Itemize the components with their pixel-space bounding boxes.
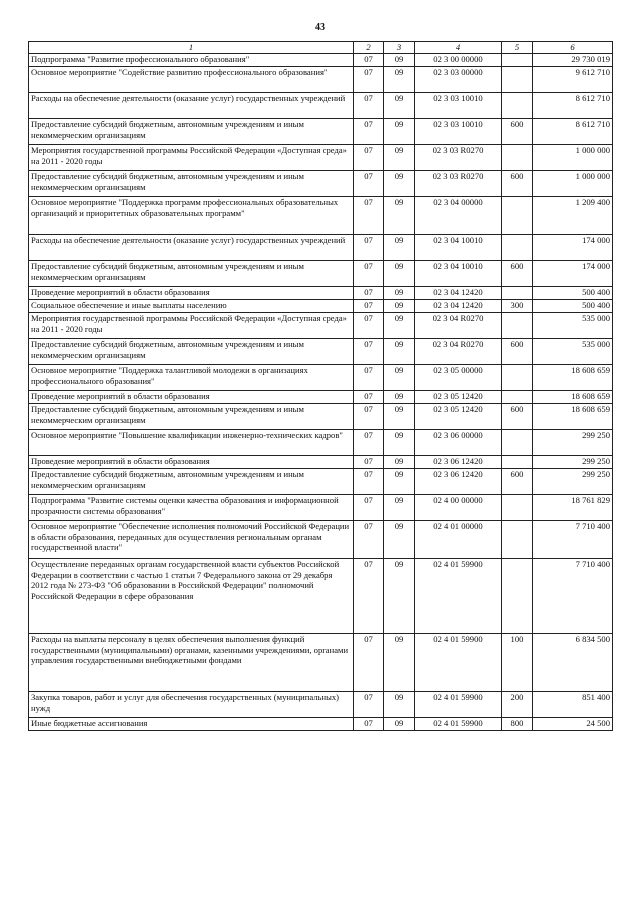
row-target-code: 02 3 04 10010 [415, 235, 502, 261]
row-expense-type [502, 313, 533, 339]
row-section: 07 [354, 54, 384, 67]
row-target-code: 02 3 04 12420 [415, 300, 502, 313]
row-amount: 500 400 [533, 300, 613, 313]
row-subsection: 09 [384, 692, 415, 718]
row-expense-type [502, 521, 533, 559]
row-section: 07 [354, 287, 384, 300]
row-subsection: 09 [384, 469, 415, 495]
row-name: Проведение мероприятий в области образования [29, 391, 354, 404]
column-header: 1 [29, 42, 354, 54]
row-name: Проведение мероприятий в области образования [29, 287, 354, 300]
table-row [29, 456, 613, 469]
row-name: Осуществление переданных органам государственной власти субъектов Российской Федерации в соответствии с частью 1 статьи 7 Федерального закона от 29 декабря 2012 года № 273-ФЗ "Об образовании в Российской Федерации" полномочий Российской Федерации в сфере образования [29, 559, 354, 634]
row-expense-type: 600 [502, 469, 533, 495]
table-row [29, 365, 613, 391]
row-expense-type [502, 365, 533, 391]
row-amount: 7 710 400 [533, 521, 613, 559]
row-section: 07 [354, 119, 384, 145]
table-row [29, 300, 613, 313]
column-header: 6 [533, 42, 613, 54]
table-row [29, 634, 613, 692]
row-section: 07 [354, 93, 384, 119]
row-subsection: 09 [384, 54, 415, 67]
row-expense-type: 100 [502, 634, 533, 692]
table-row [29, 495, 613, 521]
row-name: Мероприятия государственной программы Российской Федерации «Доступная среда» на 2011 - 2020 годы [29, 145, 354, 171]
table-row [29, 235, 613, 261]
row-section: 07 [354, 300, 384, 313]
row-target-code: 02 4 01 59900 [415, 634, 502, 692]
row-target-code: 02 4 01 59900 [415, 692, 502, 718]
row-amount: 299 250 [533, 456, 613, 469]
row-amount: 6 834 500 [533, 634, 613, 692]
row-subsection: 09 [384, 339, 415, 365]
row-target-code: 02 3 04 12420 [415, 287, 502, 300]
row-amount: 500 400 [533, 287, 613, 300]
column-header: 4 [415, 42, 502, 54]
row-section: 07 [354, 391, 384, 404]
table-row [29, 559, 613, 634]
row-expense-type: 600 [502, 261, 533, 287]
row-subsection: 09 [384, 365, 415, 391]
row-subsection: 09 [384, 495, 415, 521]
row-expense-type: 200 [502, 692, 533, 718]
row-amount: 18 608 659 [533, 365, 613, 391]
row-target-code: 02 3 05 12420 [415, 391, 502, 404]
row-amount: 18 608 659 [533, 391, 613, 404]
column-header: 5 [502, 42, 533, 54]
row-name: Предоставление субсидий бюджетным, автономным учреждениям и иным некоммерческим организациям [29, 469, 354, 495]
row-subsection: 09 [384, 261, 415, 287]
row-amount: 24 500 [533, 718, 613, 731]
table-row [29, 197, 613, 235]
row-expense-type [502, 495, 533, 521]
row-section: 07 [354, 261, 384, 287]
row-subsection: 09 [384, 197, 415, 235]
row-section: 07 [354, 718, 384, 731]
row-target-code: 02 3 03 10010 [415, 93, 502, 119]
row-name: Предоставление субсидий бюджетным, автономным учреждениям и иным некоммерческим организациям [29, 404, 354, 430]
row-expense-type: 800 [502, 718, 533, 731]
row-subsection: 09 [384, 119, 415, 145]
row-name: Мероприятия государственной программы Российской Федерации «Доступная среда» на 2011 - 2020 годы [29, 313, 354, 339]
row-expense-type [502, 287, 533, 300]
row-section: 07 [354, 692, 384, 718]
row-subsection: 09 [384, 559, 415, 634]
table-row [29, 54, 613, 67]
row-target-code: 02 3 06 00000 [415, 430, 502, 456]
row-target-code: 02 4 00 00000 [415, 495, 502, 521]
table-row [29, 339, 613, 365]
row-amount: 1 209 400 [533, 197, 613, 235]
row-amount: 535 000 [533, 313, 613, 339]
row-name: Иные бюджетные ассигнования [29, 718, 354, 731]
row-name: Предоставление субсидий бюджетным, автономным учреждениям и иным некоммерческим организациям [29, 119, 354, 145]
table-row [29, 287, 613, 300]
row-name: Основное мероприятие "Содействие развитию профессионального образования" [29, 67, 354, 93]
row-subsection: 09 [384, 171, 415, 197]
row-amount: 535 000 [533, 339, 613, 365]
table-row [29, 261, 613, 287]
row-subsection: 09 [384, 235, 415, 261]
row-subsection: 09 [384, 145, 415, 171]
header-row [29, 42, 613, 54]
table-row [29, 521, 613, 559]
row-amount: 851 400 [533, 692, 613, 718]
row-target-code: 02 3 06 12420 [415, 469, 502, 495]
row-name: Подпрограмма "Развитие профессионального образования" [29, 54, 354, 67]
row-name: Проведение мероприятий в области образования [29, 456, 354, 469]
row-expense-type [502, 145, 533, 171]
row-name: Социальное обеспечение и иные выплаты населению [29, 300, 354, 313]
row-target-code: 02 3 04 10010 [415, 261, 502, 287]
row-expense-type: 600 [502, 404, 533, 430]
row-subsection: 09 [384, 456, 415, 469]
column-header: 2 [354, 42, 384, 54]
row-subsection: 09 [384, 404, 415, 430]
row-expense-type [502, 54, 533, 67]
row-section: 07 [354, 365, 384, 391]
table-row [29, 469, 613, 495]
row-amount: 8 612 710 [533, 119, 613, 145]
row-target-code: 02 3 03 R0270 [415, 145, 502, 171]
row-name: Закупка товаров, работ и услуг для обеспечения государственных (муниципальных) нужд [29, 692, 354, 718]
row-target-code: 02 3 04 R0270 [415, 339, 502, 365]
row-amount: 9 612 710 [533, 67, 613, 93]
row-name: Основное мероприятие "Повышение квалификации инженерно-технических кадров" [29, 430, 354, 456]
row-name: Основное мероприятие "Обеспечение исполнения полномочий Российской Федерации в области образования, переданных для осуществления региональным органам государственной власти" [29, 521, 354, 559]
row-subsection: 09 [384, 391, 415, 404]
row-section: 07 [354, 634, 384, 692]
row-name: Предоставление субсидий бюджетным, автономным учреждениям и иным некоммерческим организациям [29, 171, 354, 197]
row-amount: 18 761 829 [533, 495, 613, 521]
row-section: 07 [354, 456, 384, 469]
row-name: Расходы на обеспечение деятельности (оказание услуг) государственных учреждений [29, 235, 354, 261]
row-amount: 18 608 659 [533, 404, 613, 430]
row-subsection: 09 [384, 521, 415, 559]
row-expense-type: 600 [502, 339, 533, 365]
row-name: Расходы на обеспечение деятельности (оказание услуг) государственных учреждений [29, 93, 354, 119]
table-row [29, 404, 613, 430]
row-name: Подпрограмма "Развитие системы оценки качества образования и информационной прозрачности системы образования" [29, 495, 354, 521]
table-row [29, 67, 613, 93]
row-target-code: 02 3 03 R0270 [415, 171, 502, 197]
row-name: Предоставление субсидий бюджетным, автономным учреждениям и иным некоммерческим организациям [29, 261, 354, 287]
row-section: 07 [354, 495, 384, 521]
row-section: 07 [354, 171, 384, 197]
table-row [29, 430, 613, 456]
table-row [29, 145, 613, 171]
table-row [29, 313, 613, 339]
row-section: 07 [354, 559, 384, 634]
row-amount: 174 000 [533, 261, 613, 287]
row-section: 07 [354, 521, 384, 559]
row-name: Расходы на выплаты персоналу в целях обеспечения выполнения функций государственными (муниципальными) органами, казенными учреждениями, органами управления государственными внебюджетными фондами [29, 634, 354, 692]
row-section: 07 [354, 339, 384, 365]
row-subsection: 09 [384, 67, 415, 93]
page-number: 43 [315, 22, 325, 33]
row-expense-type [502, 235, 533, 261]
table-row [29, 119, 613, 145]
row-amount: 174 000 [533, 235, 613, 261]
table-row [29, 93, 613, 119]
row-name: Предоставление субсидий бюджетным, автономным учреждениям и иным некоммерческим организациям [29, 339, 354, 365]
row-name: Основное мероприятие "Поддержка талантливой молодежи в организациях профессионального образования" [29, 365, 354, 391]
row-section: 07 [354, 67, 384, 93]
row-expense-type [502, 93, 533, 119]
row-amount: 1 000 000 [533, 171, 613, 197]
table-row [29, 391, 613, 404]
row-section: 07 [354, 469, 384, 495]
row-target-code: 02 3 05 12420 [415, 404, 502, 430]
row-target-code: 02 4 01 59900 [415, 718, 502, 731]
row-target-code: 02 3 00 00000 [415, 54, 502, 67]
row-amount: 299 250 [533, 469, 613, 495]
row-subsection: 09 [384, 430, 415, 456]
row-amount: 8 612 710 [533, 93, 613, 119]
row-expense-type: 300 [502, 300, 533, 313]
row-subsection: 09 [384, 93, 415, 119]
row-section: 07 [354, 313, 384, 339]
row-target-code: 02 3 03 00000 [415, 67, 502, 93]
row-subsection: 09 [384, 718, 415, 731]
row-section: 07 [354, 430, 384, 456]
row-amount: 299 250 [533, 430, 613, 456]
table-row [29, 692, 613, 718]
row-expense-type [502, 197, 533, 235]
row-amount: 7 710 400 [533, 559, 613, 634]
row-subsection: 09 [384, 300, 415, 313]
table-row [29, 171, 613, 197]
table-row [29, 718, 613, 731]
row-expense-type [502, 456, 533, 469]
row-target-code: 02 3 03 10010 [415, 119, 502, 145]
row-target-code: 02 4 01 00000 [415, 521, 502, 559]
row-expense-type: 600 [502, 119, 533, 145]
row-subsection: 09 [384, 313, 415, 339]
row-subsection: 09 [384, 634, 415, 692]
row-subsection: 09 [384, 287, 415, 300]
row-expense-type [502, 67, 533, 93]
budget-table [28, 41, 613, 731]
row-target-code: 02 3 04 R0270 [415, 313, 502, 339]
row-target-code: 02 3 04 00000 [415, 197, 502, 235]
row-amount: 29 730 019 [533, 54, 613, 67]
row-expense-type: 600 [502, 171, 533, 197]
row-target-code: 02 3 05 00000 [415, 365, 502, 391]
row-section: 07 [354, 197, 384, 235]
row-target-code: 02 4 01 59900 [415, 559, 502, 634]
row-expense-type [502, 391, 533, 404]
row-target-code: 02 3 06 12420 [415, 456, 502, 469]
row-amount: 1 000 000 [533, 145, 613, 171]
row-section: 07 [354, 235, 384, 261]
row-name: Основное мероприятие "Поддержка программ профессиональных образовательных организаций и приоритетных образовательных программ" [29, 197, 354, 235]
row-section: 07 [354, 145, 384, 171]
row-expense-type [502, 430, 533, 456]
column-header: 3 [384, 42, 415, 54]
row-section: 07 [354, 404, 384, 430]
row-expense-type [502, 559, 533, 634]
